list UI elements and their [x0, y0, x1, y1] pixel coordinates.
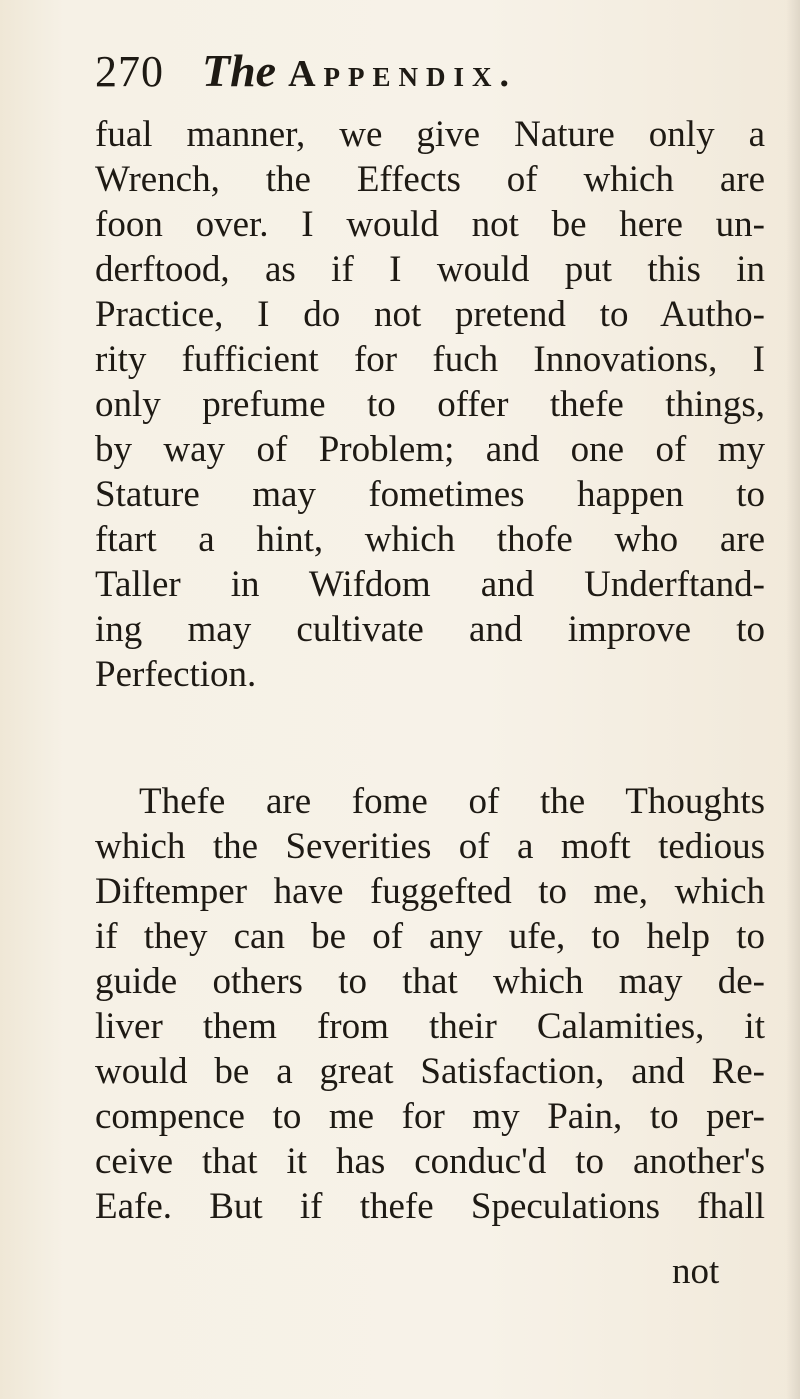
- text-line: Taller in Wifdom and Underftand-: [95, 564, 765, 605]
- text-line: ftart a hint, which thofe who are: [95, 519, 765, 560]
- running-head-italic: The: [202, 45, 277, 96]
- text-line: would be a great Satisfaction, and Re-: [95, 1051, 765, 1092]
- catchword: not: [672, 1251, 720, 1292]
- page-edge-shadow: [786, 0, 800, 1399]
- text-line: which the Severities of a moft tedious: [95, 826, 765, 867]
- text-line: by way of Problem; and one of my: [95, 429, 765, 470]
- text-line: if they can be of any ufe, to help to: [95, 916, 765, 957]
- text-line: ing may cultivate and improve to: [95, 609, 765, 650]
- text-line: Eafe. But if thefe Speculations fhall: [95, 1186, 765, 1227]
- text-line: foon over. I would not be here un-: [95, 204, 765, 245]
- text-line: guide others to that which may de-: [95, 961, 765, 1002]
- text-line: Practice, I do not pretend to Autho-: [95, 294, 765, 335]
- text-line: Stature may fometimes happen to: [95, 474, 765, 515]
- page-number: 270: [95, 47, 164, 96]
- text-line: derftood, as if I would put this in: [95, 249, 765, 290]
- text-line: Wrench, the Effects of which are: [95, 159, 765, 200]
- running-head-title: Appendix.: [288, 53, 518, 95]
- text-line: fual manner, we give Nature only a: [95, 114, 765, 155]
- text-line: liver them from their Calamities, it: [95, 1006, 765, 1047]
- text-line: Thefe are fome of the Thoughts: [139, 781, 765, 822]
- text-line: Perfection.: [95, 654, 257, 695]
- text-line: ceive that it has conduc'd to another's: [95, 1141, 765, 1182]
- text-line: rity fufficient for fuch Innovations, I: [95, 339, 765, 380]
- text-line: compence to me for my Pain, to per-: [95, 1096, 765, 1137]
- paragraph-2: [95, 779, 765, 1229]
- text-line: Diftemper have fuggefted to me, which: [95, 871, 765, 912]
- body-text: [95, 112, 765, 1229]
- paragraph-gap: [95, 697, 765, 779]
- paragraph-1: [95, 112, 765, 697]
- text-line: only prefume to offer thefe things,: [95, 384, 765, 425]
- running-header: [95, 44, 715, 108]
